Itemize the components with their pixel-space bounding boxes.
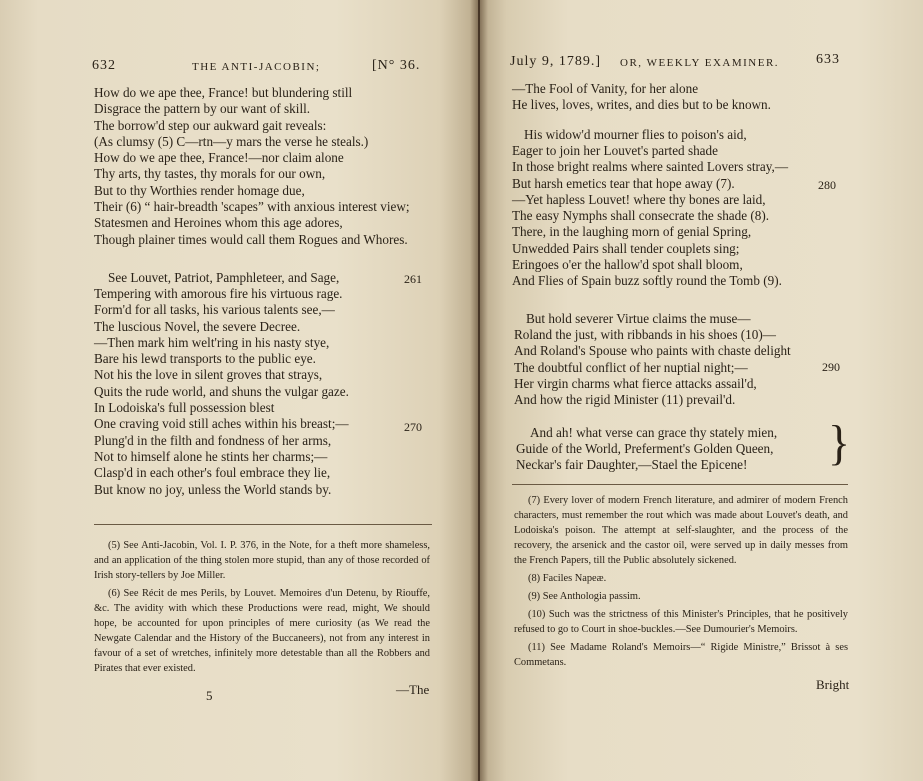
running-title: OR, WEEKLY EXAMINER.: [620, 57, 780, 69]
verse-line: Plung'd in the filth and fondness of her arms,: [94, 432, 332, 448]
page-number: 633: [816, 52, 840, 67]
verse-line: His widow'd mourner flies to poison's aid,: [524, 127, 747, 142]
verse-block: [94, 286, 349, 498]
verse-line: Eringoes o'er the hallow'd spot shall bloom,: [512, 257, 743, 273]
verse-block: [530, 425, 777, 441]
book-gutter: [470, 0, 488, 781]
verse-line: Her virgin charms what fierce attacks assail'd,: [514, 375, 757, 391]
brace: }: [828, 415, 851, 470]
verse-line: —The Fool of Vanity, for her alone: [512, 81, 699, 96]
verse-line: But to thy Worthies render homage due,: [94, 182, 305, 198]
verse-line: Eager to join her Louvet's parted shade: [512, 143, 718, 158]
footnote: (7) Every lover of modern French literature, and admirer of modern French characters, must remember the rout which was made about Louvet's death, and Lodoiska's poison. The attempt at self-slaughter, and the process of the recovery, the arsenick and the castor oil, were served up in daily messes from the French Papers, till the Public absolutely sickened.: [514, 495, 848, 566]
catchword: —The: [396, 682, 430, 697]
verse-line: Their (6) “ hair-breadth 'scapes” with anxious interest view;: [94, 199, 410, 215]
verse-line: And Flies of Spain buzz softly round the Tomb (9).: [512, 273, 782, 289]
issue-number: [N° 36.: [372, 58, 421, 73]
footnote: (5) See Anti-Jacobin, Vol. I. P. 376, in the Note, for a theft more shameless, and an application of the thing stolen more stupid, than any of those recorded of Irish story-tellers by Joe Miller.: [94, 540, 430, 581]
verse-line: And Roland's Spouse who paints with chaste delight: [514, 343, 791, 359]
verse-line: How do we ape thee, France! but blundering still: [94, 85, 353, 100]
verse-line: There, in the laughing morn of genial Spring,: [512, 224, 752, 240]
verse-line: But harsh emetics tear that hope away (7).: [512, 175, 735, 191]
footnotes: [514, 493, 848, 673]
verse-line: Unwedded Pairs shall tender couplets sing;: [512, 240, 740, 256]
signature-mark: 5: [206, 688, 213, 703]
verse-line: The easy Nymphs shall consecrate the shade (8).: [512, 208, 770, 224]
verse-line: The doubtful conflict of her nuptial night;—: [514, 359, 748, 375]
verse-line: Bare his lewd transports to the public eye.: [94, 351, 316, 367]
date: July 9, 1789.]: [510, 54, 601, 69]
verse-line: Not his the love in silent groves that strays,: [94, 367, 323, 383]
footnote: (10) Such was the strictness of this Minister's Principles, that he positively refused to go to Court in shoe-buckles.—See Dumourier's Memoirs.: [514, 609, 848, 635]
verse-line: In Lodoiska's full possession blest: [94, 400, 275, 416]
verse-line: And ah! what verse can grace thy stately mien,: [530, 425, 778, 440]
verse-block: [94, 85, 410, 248]
verse-block: [514, 327, 791, 408]
verse-block: [108, 270, 339, 286]
catchword: Bright: [816, 677, 850, 692]
verse-line: The borrow'd step our aukward gait reveals:: [94, 117, 327, 133]
verse-line: Not to himself alone he stints her charms;—: [94, 448, 328, 464]
verse-line: One craving void still aches within his breast;—: [94, 416, 349, 432]
line-number: 270: [404, 420, 422, 434]
verse-block: [526, 311, 751, 327]
verse-line: The luscious Novel, the severe Decree.: [94, 318, 301, 334]
footnote-rule: [512, 484, 848, 485]
verse-line: But hold severer Virtue claims the muse—: [526, 311, 751, 326]
verse-line: And how the rigid Minister (11) prevail'd.: [514, 392, 736, 408]
footnote: (11) See Madame Roland's Memoirs—“ Rigide Ministre,” Brissot à ses Commetans.: [514, 642, 848, 668]
footnote: (9) See Anthologia passim.: [528, 591, 641, 602]
verse-line: How do we ape thee, France!—nor claim alone: [94, 150, 344, 166]
verse-line: But know no joy, unless the World stands by.: [94, 481, 332, 497]
page-number: 632: [92, 58, 116, 73]
footnote-rule: [94, 524, 432, 525]
verse-line: Neckar's fair Daughter,—Stael the Epicene!: [516, 457, 748, 473]
verse-block: [512, 143, 788, 290]
verse-line: He lives, loves, writes, and dies but to be known.: [512, 97, 771, 113]
verse-line: —Then mark him welt'ring in his nasty stye,: [94, 334, 330, 350]
verse-line: In those bright realms where sainted Lovers stray,—: [512, 159, 789, 175]
line-number: 290: [822, 360, 840, 374]
line-number: 280: [818, 178, 836, 192]
verse-line: Statesmen and Heroines whom this age adores,: [94, 215, 343, 231]
verse-line: Clasp'd in each other's foul embrace they lie,: [94, 465, 331, 481]
verse-line: (As clumsy (5) C—rtn—y mars the verse he steals.): [94, 133, 369, 149]
footnotes: [94, 538, 430, 679]
verse-line: Though plainer times would call them Rogues and Whores.: [94, 231, 408, 247]
verse-block: [524, 127, 747, 143]
verse-line: —Yet hapless Louvet! where thy bones are laid,: [512, 191, 766, 207]
verse-line: Tempering with amorous fire his virtuous rage.: [94, 286, 343, 301]
verse-line: Quits the rude world, and shuns the vulgar gaze.: [94, 383, 349, 399]
line-number: 261: [404, 272, 422, 286]
verse-block: [516, 441, 773, 474]
verse-line: Disgrace the pattern by our want of skill.: [94, 101, 311, 117]
running-title: THE ANTI-JACOBIN;: [192, 61, 321, 73]
footnote: (8) Faciles Napeæ.: [528, 573, 607, 584]
verse-block: [512, 81, 771, 114]
verse-line: Form'd for all tasks, his various talents see,—: [94, 302, 335, 318]
verse-line: Thy arts, thy tastes, thy morals for our own,: [94, 166, 326, 182]
verse-line: See Louvet, Patriot, Pamphleteer, and Sage,: [108, 270, 340, 285]
right-page: [480, 0, 923, 781]
verse-line: Roland the just, with ribbands in his shoes (10)—: [514, 327, 776, 342]
verse-line: Guide of the World, Preferment's Golden Queen,: [516, 441, 774, 456]
footnote: (6) See Récit de mes Perils, by Louvet. Memoires d'un Detenu, by Riouffe, &c. The avidity with which these Productions were read, might, We should hope, be accounted for upon principles of mere curiosity (as We read the Newgate Calendar and the History of the Buccaneers), not from any interest in favour of a set of wretches, infinitely more detestable than all the Robbers and Pirates that ever existed.: [94, 588, 430, 674]
